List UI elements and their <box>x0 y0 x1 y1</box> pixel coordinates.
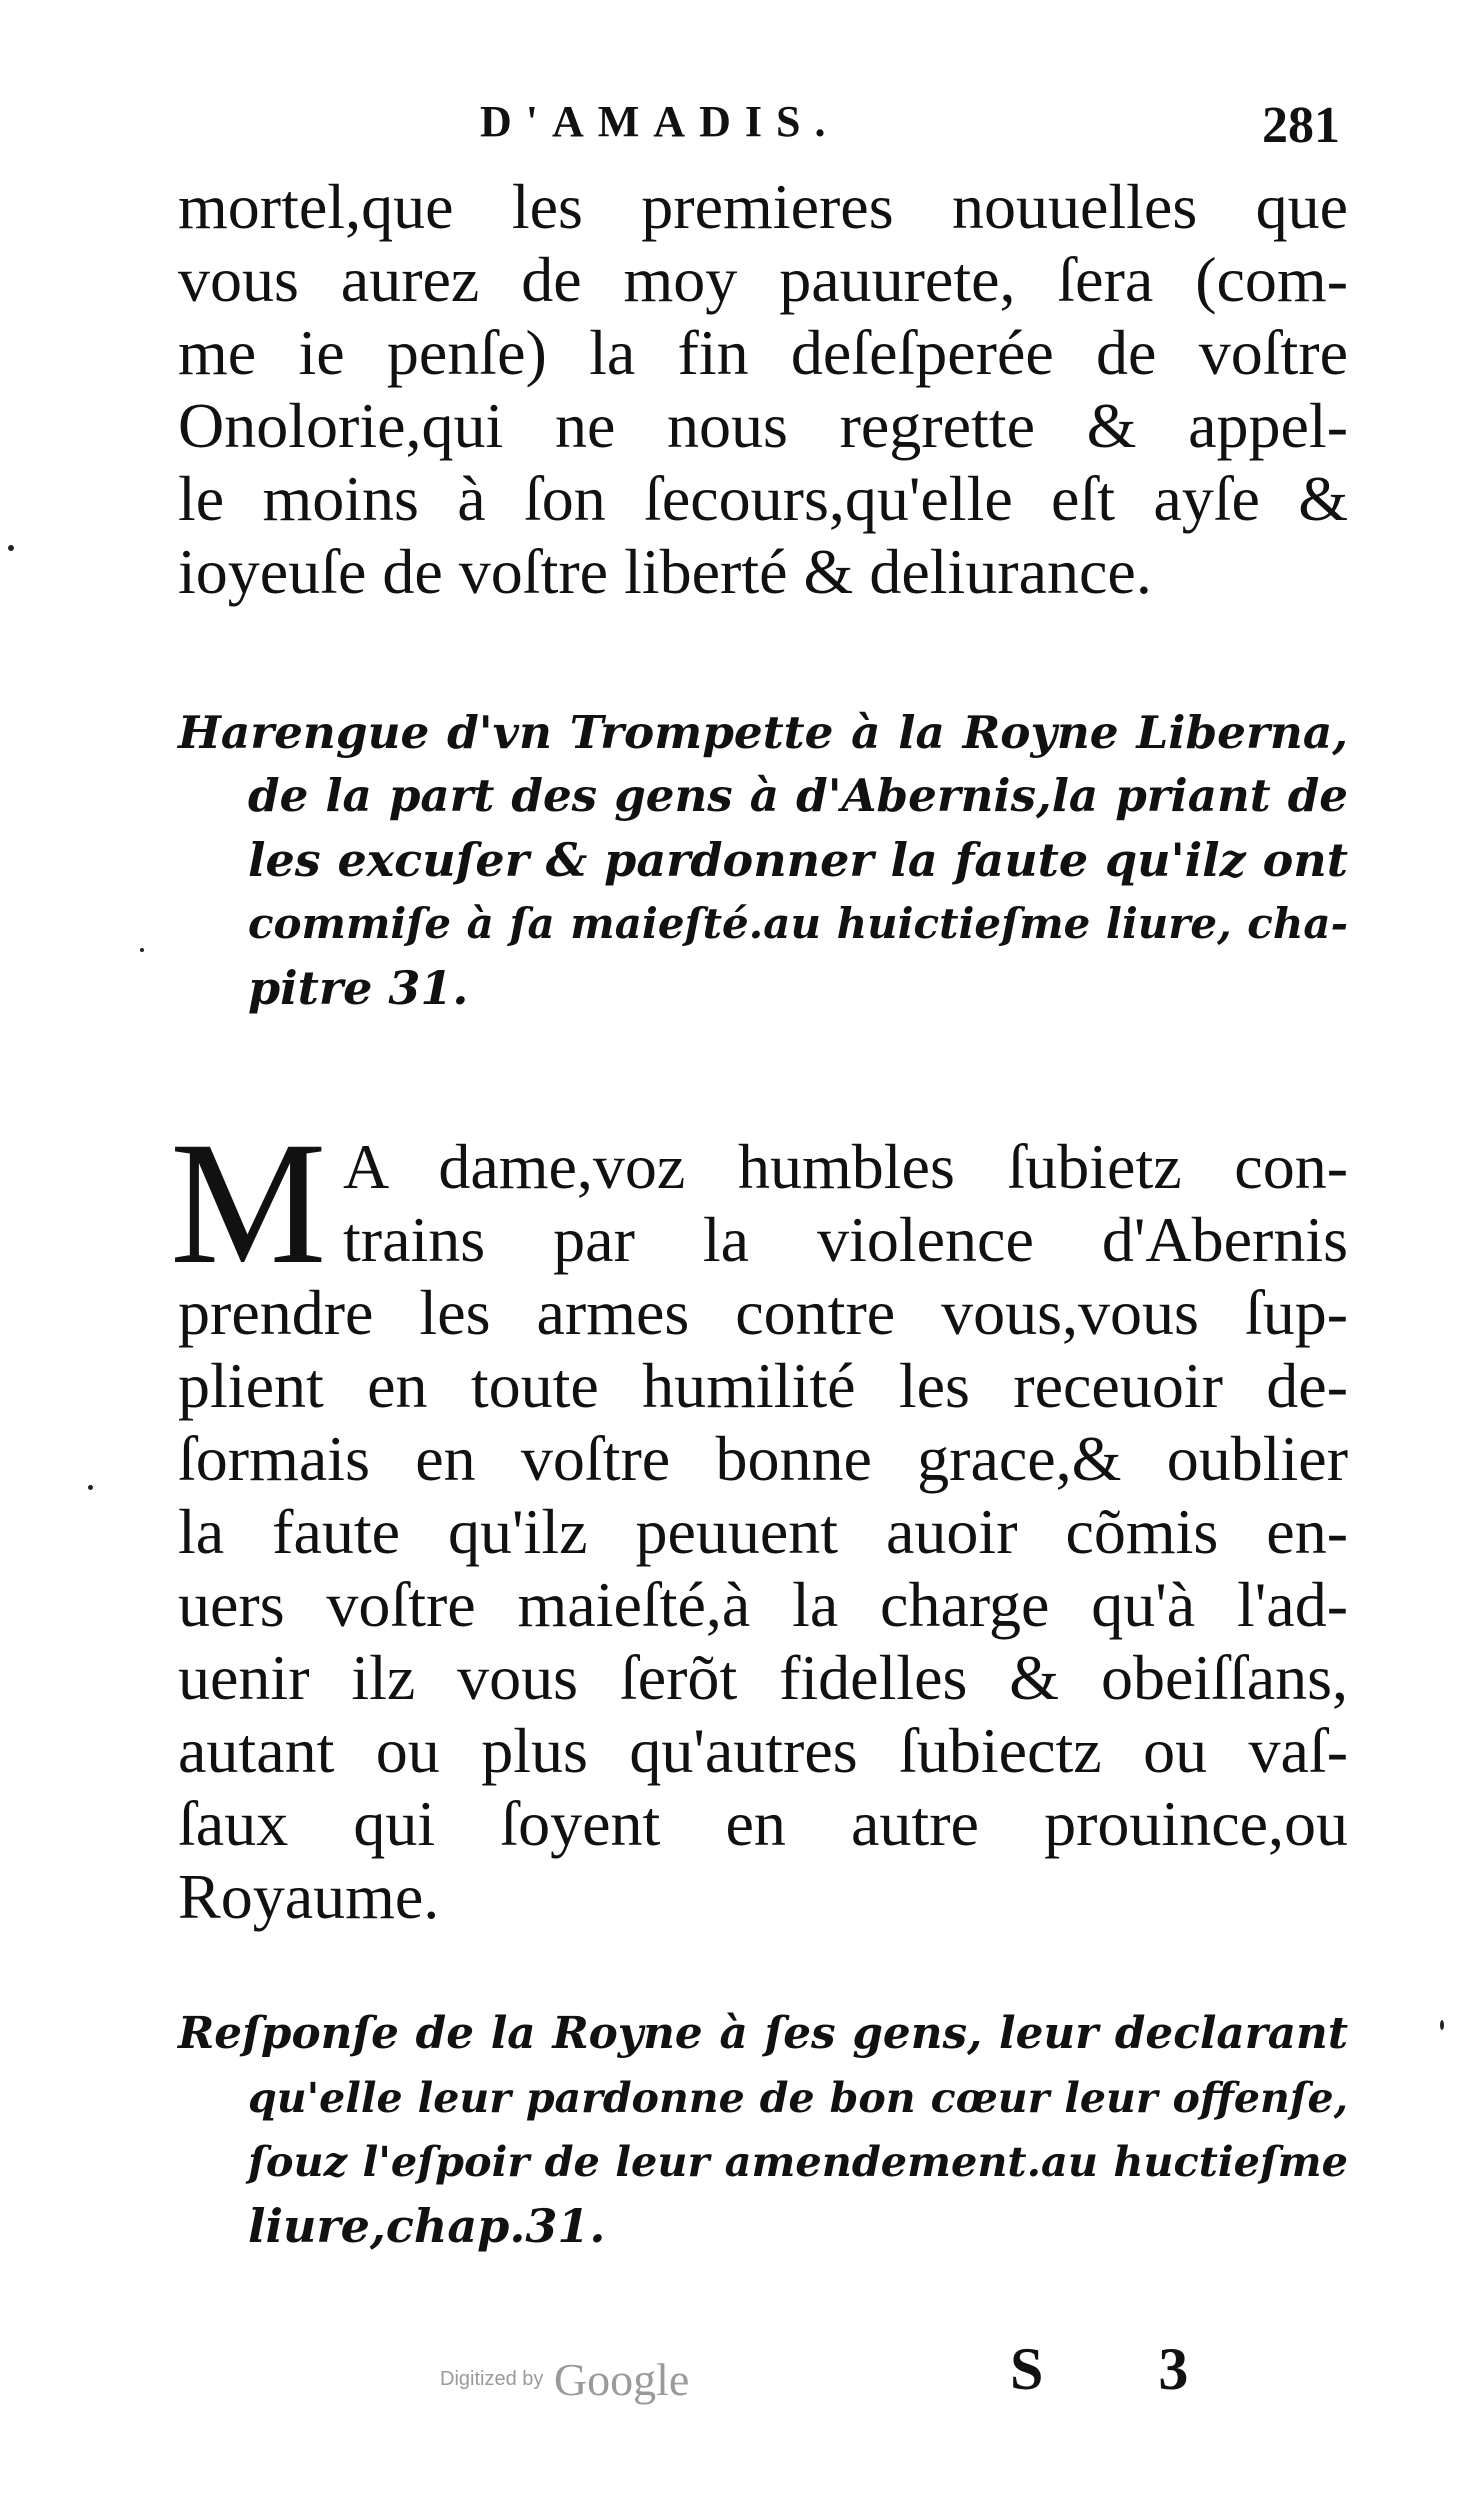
text-line: Onolorie,qui ne nous regrette & appel- <box>178 390 1348 461</box>
paragraph-2 <box>170 1106 1348 1933</box>
text-line: uenir ilz vous ſerõt fidelles & obeiſſans, <box>178 1642 1348 1713</box>
signature-mark: S 3 <box>1010 2336 1239 2402</box>
drop-cap: M <box>170 1106 327 1301</box>
digitized-watermark <box>440 2353 689 2406</box>
text-line: vous aurez de moy pauurete, ſera (com- <box>178 244 1348 315</box>
heading-line: ſouz l'eſpoir de leur amendement.au huctieſme <box>248 2137 1348 2186</box>
text-line: uers voſtre maieſté,à la charge qu'à l'ad- <box>178 1569 1348 1640</box>
running-head: D'AMADIS. <box>480 97 840 146</box>
heading-line: Harengue d'vn Trompette à la Royne Liberna, <box>178 705 1348 759</box>
text-line: mortel,que les premieres nouuelles que <box>178 171 1348 242</box>
paragraph-1 <box>178 170 1348 608</box>
ink-speck <box>8 545 14 551</box>
text-line: ſaux qui ſoyent en autre prouince,ou <box>178 1788 1348 1859</box>
page-header <box>190 96 1340 166</box>
heading-line: qu'elle leur pardonne de bon cœur leur offenſe, <box>248 2073 1348 2122</box>
page-footer <box>0 2325 1482 2425</box>
text-line: prendre les armes contre vous,vous ſup- <box>178 1277 1348 1348</box>
ink-speck <box>140 948 144 952</box>
heading-line: commiſe à ſa maieſté.au huictieſme liure, cha- <box>248 899 1348 948</box>
section-heading-1 <box>178 700 1348 1020</box>
text-line: plient en toute humilité les receuoir de- <box>178 1350 1348 1421</box>
text-line: me ie penſe) la fin deſeſperée de voſtre <box>178 317 1348 388</box>
digitized-brand: Google <box>553 2354 690 2405</box>
text-line: ioyeuſe de voſtre liberté & deliurance. <box>178 536 1152 607</box>
text-line: Royaume. <box>178 1861 440 1932</box>
ink-speck <box>88 1485 93 1490</box>
text-line: trains par la violence d'Abernis <box>343 1204 1348 1275</box>
text-line: A dame,voz humbles ſubietz con- <box>343 1131 1348 1202</box>
heading-line: les excuſer & pardonner la faute qu'ilz ont <box>248 833 1348 887</box>
text-line: ſormais en voſtre bonne grace,& oublier <box>178 1423 1348 1494</box>
digitized-label: Digitized by <box>440 2368 544 2390</box>
drop-cap-lines <box>170 1106 1348 1301</box>
heading-line: Reſponſe de la Royne à ſes gens, leur declarant <box>178 2008 1348 2059</box>
heading-line: liure,chap.31. <box>248 2199 606 2253</box>
heading-line: pitre 31. <box>248 961 469 1015</box>
page-number: 281 <box>1262 97 1340 154</box>
section-heading-2 <box>178 2002 1348 2258</box>
text-line: autant ou plus qu'autres ſubiectz ou vaſ- <box>178 1715 1348 1786</box>
text-line: le moins à ſon ſecours,qu'elle eſt ayſe & <box>178 463 1348 534</box>
heading-line: de la part des gens à d'Abernis,la priant de <box>248 769 1348 822</box>
text-line: la faute qu'ilz peuuent auoir cõmis en- <box>178 1496 1348 1567</box>
ink-speck <box>1440 2020 1444 2030</box>
